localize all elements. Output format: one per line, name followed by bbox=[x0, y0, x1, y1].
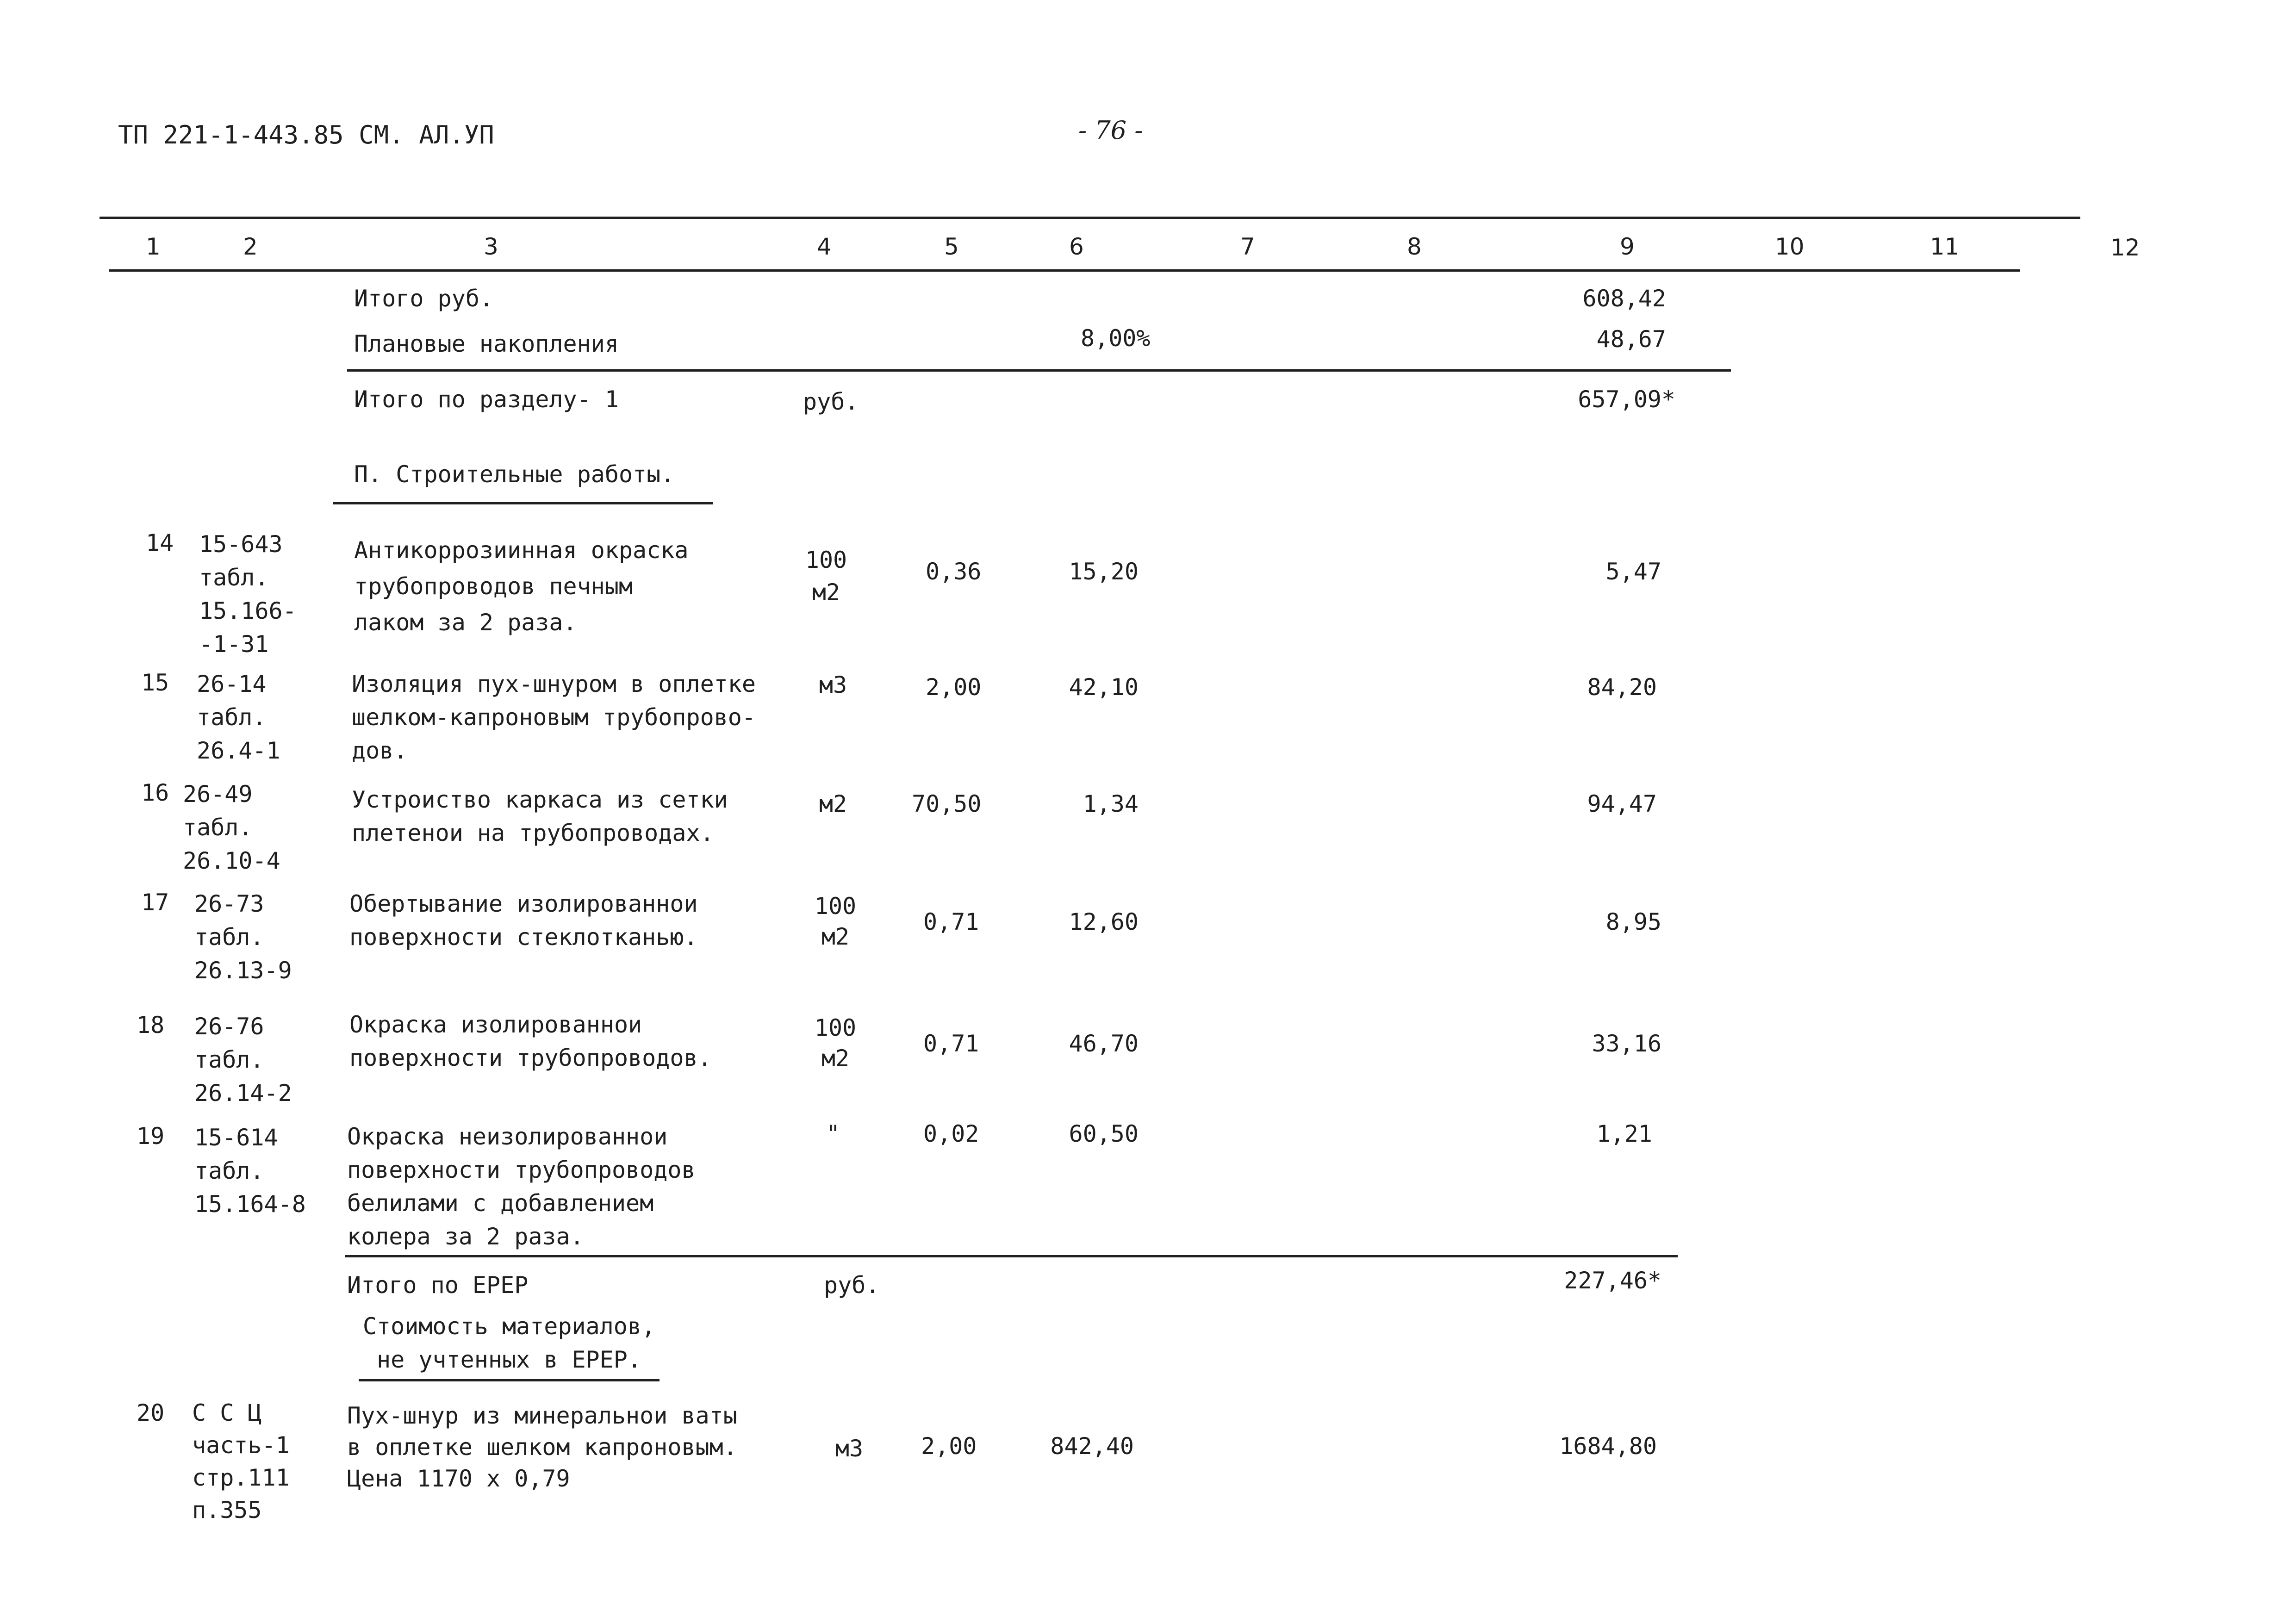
column-number: 10 bbox=[1775, 233, 1804, 260]
row-quantity: 2,00 bbox=[921, 1433, 977, 1460]
row-unit-price: 42,10 bbox=[1069, 674, 1139, 701]
row-code: С С Ц часть-1 стр.111 п.355 bbox=[192, 1399, 290, 1524]
row-unit-price: 15,20 bbox=[1069, 558, 1139, 585]
row-total: 1,21 bbox=[1596, 1120, 1652, 1147]
row-quantity: 0,02 bbox=[923, 1120, 979, 1147]
row-number: 17 bbox=[141, 889, 169, 916]
column-number: 9 bbox=[1620, 233, 1635, 260]
column-number: 11 bbox=[1930, 233, 1960, 260]
column-number: 8 bbox=[1407, 233, 1422, 260]
section-total-label: Итого по разделу- 1 bbox=[354, 386, 619, 413]
row-code: 26-76 табл. 26.14-2 bbox=[194, 1013, 292, 1107]
summary-label: Итого руб. bbox=[354, 285, 494, 312]
row-total: 33,16 bbox=[1592, 1030, 1661, 1057]
row-total: 84,20 bbox=[1587, 674, 1657, 701]
row-total: 1684,80 bbox=[1559, 1433, 1657, 1460]
row-number: 16 bbox=[141, 779, 169, 806]
section-title-underline bbox=[333, 502, 713, 504]
erep-total-rule bbox=[345, 1255, 1678, 1257]
table-top-rule bbox=[100, 217, 2080, 219]
row-number: 14 bbox=[146, 529, 174, 556]
summary-percent: 8,00% bbox=[1081, 325, 1151, 352]
summary-label: Плановые накопления bbox=[354, 330, 619, 357]
header-bottom-rule bbox=[109, 269, 2020, 272]
row-unit: 100 м2 bbox=[814, 1014, 857, 1072]
column-number: 7 bbox=[1240, 233, 1255, 260]
column-number: 4 bbox=[817, 233, 832, 260]
column-number: 2 bbox=[243, 233, 258, 260]
row-description: Пух-шнур из минеральнои ваты в оплетке шелком капроновым. Цена 1170 х 0,79 bbox=[347, 1402, 737, 1492]
row-code: 15-614 табл. 15.164-8 bbox=[194, 1124, 306, 1218]
summary-value: 608,42 bbox=[1582, 285, 1666, 312]
section-total-value: 657,09* bbox=[1578, 386, 1675, 413]
row-quantity: 0,71 bbox=[923, 1030, 979, 1057]
materials-title: Стоимость материалов, не учтенных в ЕРЕР. bbox=[362, 1313, 656, 1373]
row-total: 8,95 bbox=[1605, 908, 1661, 935]
row-number: 20 bbox=[137, 1399, 165, 1426]
row-description: Антикоррозиинная окраска трубопроводов печным лаком за 2 раза. bbox=[354, 537, 689, 636]
row-quantity: 2,00 bbox=[926, 674, 982, 701]
row-unit-price: 12,60 bbox=[1069, 908, 1139, 935]
row-unit: 100 м2 bbox=[814, 893, 857, 950]
row-unit: м3 bbox=[835, 1435, 864, 1462]
summary-value: 48,67 bbox=[1596, 326, 1666, 353]
row-number: 18 bbox=[137, 1012, 165, 1038]
row-unit-price: 1,34 bbox=[1083, 790, 1139, 817]
row-unit: " bbox=[826, 1120, 840, 1147]
row-quantity: 70,50 bbox=[912, 790, 982, 817]
row-number: 19 bbox=[137, 1123, 165, 1150]
row-description: Обертывание изолированнои поверхности стеклотканью. bbox=[349, 890, 698, 951]
row-unit-price: 46,70 bbox=[1069, 1030, 1139, 1057]
section-total-unit: руб. bbox=[803, 388, 859, 415]
row-code: 15-643 табл. 15.166- -1-31 bbox=[199, 531, 297, 658]
document-code: ТП 221-1-443.85 СМ. АЛ.УП bbox=[118, 120, 494, 149]
column-number: 1 bbox=[146, 233, 161, 260]
row-total: 94,47 bbox=[1587, 790, 1657, 817]
row-unit: 100 м2 bbox=[805, 547, 847, 606]
page-number: - 76 - bbox=[1078, 116, 1143, 145]
erep-total-label: Итого по ЕРЕР bbox=[347, 1272, 529, 1299]
row-quantity: 0,71 bbox=[923, 908, 979, 935]
row-description: Окраска изолированнои поверхности трубопроводов. bbox=[349, 1011, 712, 1071]
section-title: П. Строительные работы. bbox=[354, 461, 675, 488]
row-quantity: 0,36 bbox=[926, 558, 982, 585]
row-code: 26-14 табл. 26.4-1 bbox=[197, 671, 280, 764]
row-code: 26-73 табл. 26.13-9 bbox=[194, 890, 292, 984]
row-description: Окраска неизолированнои поверхности трубопроводов белилами с добавлением колера за 2 раза. bbox=[347, 1123, 696, 1250]
column-number: 6 bbox=[1069, 233, 1084, 260]
row-description: Изоляция пух-шнуром в оплетке шелком-капроновым трубопрово- дов. bbox=[352, 671, 756, 764]
column-number: 12 bbox=[2110, 234, 2140, 261]
row-unit: м3 bbox=[819, 672, 847, 698]
subtotal-rule bbox=[347, 369, 1731, 372]
erep-total-unit: руб. bbox=[824, 1272, 880, 1299]
materials-title-underline bbox=[359, 1379, 660, 1381]
row-unit: м2 bbox=[819, 790, 847, 817]
row-description: Устроиство каркаса из сетки плетенои на трубопроводах. bbox=[352, 786, 728, 846]
row-number: 15 bbox=[141, 669, 169, 696]
row-code: 26-49 табл. 26.10-4 bbox=[183, 781, 280, 874]
column-number: 5 bbox=[944, 233, 959, 260]
erep-total-value: 227,46* bbox=[1564, 1267, 1661, 1294]
row-unit-price: 60,50 bbox=[1069, 1120, 1139, 1147]
column-number: 3 bbox=[484, 233, 498, 260]
row-unit-price: 842,40 bbox=[1050, 1433, 1134, 1460]
row-total: 5,47 bbox=[1605, 558, 1661, 585]
